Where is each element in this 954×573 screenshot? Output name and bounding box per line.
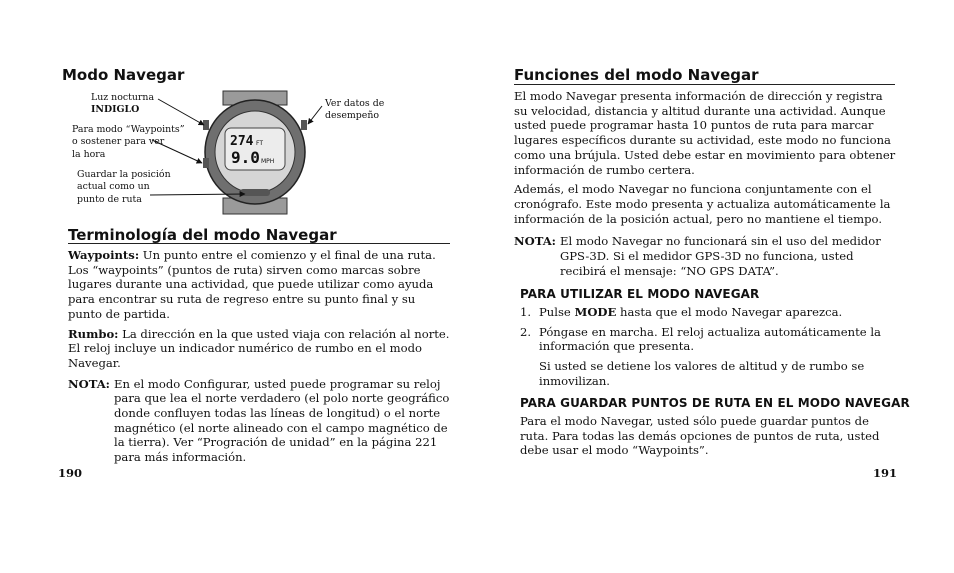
step-2-sub-text: Si usted se detiene los valores de altitud y de rumbo se inmovilizan.	[539, 359, 865, 388]
step-1-pre: Pulse	[539, 305, 575, 319]
left-note	[68, 377, 452, 465]
step-1-post: hasta que el modo Navegar aparezca.	[616, 305, 843, 319]
step-1	[520, 305, 898, 320]
step-2-sub	[520, 359, 898, 388]
step-2	[520, 325, 898, 354]
right-page-heading: Funciones del modo Navegar	[514, 66, 759, 84]
waypoints-definition	[68, 248, 452, 322]
callout-performance-line2: desempeño	[325, 110, 380, 122]
watch-illustration	[150, 88, 340, 216]
right-heading-rule	[514, 84, 895, 85]
leader-performance	[308, 106, 322, 124]
right-note-text: El modo Navegar no funcionará sin el uso del medidor GPS-3D. Si el medidor GPS-3D no funciona, usted recibirá el mensaje: “NO GPS DATA”.	[560, 234, 881, 278]
left-page-heading: Modo Navegar	[62, 66, 185, 84]
callout-performance-line1: Ver datos de	[325, 98, 385, 109]
watch-display-line1-suffix: FT	[256, 140, 264, 147]
leader-light	[158, 99, 204, 125]
leader-waypoints	[152, 140, 202, 163]
right-note	[514, 234, 898, 278]
callout-waypoints-line3: la hora	[72, 148, 106, 160]
callout-light-line2: INDIGLO	[91, 104, 140, 116]
save-waypoints-heading: PARA GUARDAR PUNTOS DE RUTA EN EL MODO NAVEGAR	[520, 396, 910, 410]
right-para-1: El modo Navegar presenta información de dirección y registra su velocidad, distancia y altitud durante una actividad. Aunque usted puede programar hasta 10 puntos de ruta para marcar lugares específicos durante su actividad, este modo no funciona como una brújula. Usted debe estar en movimiento para obtener información de rumbo certera.	[514, 89, 896, 177]
heading-term: Rumbo:	[68, 326, 119, 341]
right-para-2: Además, el modo Navegar no funciona conjuntamente con el cronógrafo. Este modo presenta y actualiza automáticamente la información de la posición actual, pero no mantiene el tiempo.	[514, 182, 891, 226]
right-note-label: NOTA:	[514, 234, 556, 249]
callout-light	[91, 92, 154, 117]
waypoints-text: Un punto entre el comienzo y el final de una ruta. Los “waypoints” (puntos de ruta) sirven como marcas sobre lugares durante una actividad, que puede utilizar como ayuda para encontrar su ruta de regreso entre su punto final y su punto de partida.	[68, 248, 436, 321]
watch-display-line2: 9.0	[231, 148, 260, 167]
terminology-heading: Terminología del modo Navegar	[68, 226, 337, 244]
left-page-number: 190	[58, 466, 83, 480]
heading-text: La dirección en la que usted viaja con relación al norte. El reloj incluye un indicador numérico de rumbo en el modo Navegar.	[68, 326, 450, 370]
callout-save-line2: actual como un	[77, 181, 150, 193]
watch-display-line1: 274	[230, 134, 254, 149]
watch-button-mode	[203, 158, 209, 168]
use-mode-heading: PARA UTILIZAR EL MODO NAVEGAR	[520, 287, 760, 301]
waypoints-term: Waypoints:	[68, 248, 140, 262]
save-waypoints-text: Para el modo Navegar, usted sólo puede guardar puntos de ruta. Para todas las demás opciones de puntos de ruta, usted debe usar el modo “Waypoints”.	[520, 414, 880, 458]
heading-definition	[68, 327, 452, 371]
mode-button-name: MODE	[574, 305, 617, 319]
callout-save-line1: Guardar la posición	[77, 169, 171, 180]
watch-button-save	[240, 189, 270, 196]
watch-button-start	[301, 120, 307, 130]
left-note-label: NOTA:	[68, 376, 110, 391]
watch-display-line2-suffix: MPH	[261, 158, 275, 165]
callout-waypoints-line2: o sostener para ver	[72, 136, 165, 148]
left-note-text: En el modo Configurar, usted puede programar su reloj para que lea el norte verdadero (el polo norte geográfico donde confluyen todas las líneas de longitud) o el norte magnético (el norte alineado con el campo magnético de la tierra). Ver “Progración de unidad” en la página 221 para más información.	[114, 376, 450, 465]
right-body	[514, 89, 898, 278]
step-1-text	[539, 305, 898, 320]
terminology-rule	[68, 243, 450, 244]
callout-save-line3: punto de ruta	[77, 193, 142, 205]
callout-waypoints-line1: Para modo “Waypoints”	[72, 124, 185, 135]
use-steps	[520, 305, 898, 389]
right-page-number: 191	[873, 466, 898, 480]
left-body	[68, 248, 452, 465]
step-2-number: 2.	[520, 324, 532, 339]
callout-light-line1: Luz nocturna	[91, 92, 155, 103]
step-1-number: 1.	[520, 305, 532, 319]
step-2-text: Póngase en marcha. El reloj actualiza automáticamente la información que presenta.	[539, 324, 881, 354]
